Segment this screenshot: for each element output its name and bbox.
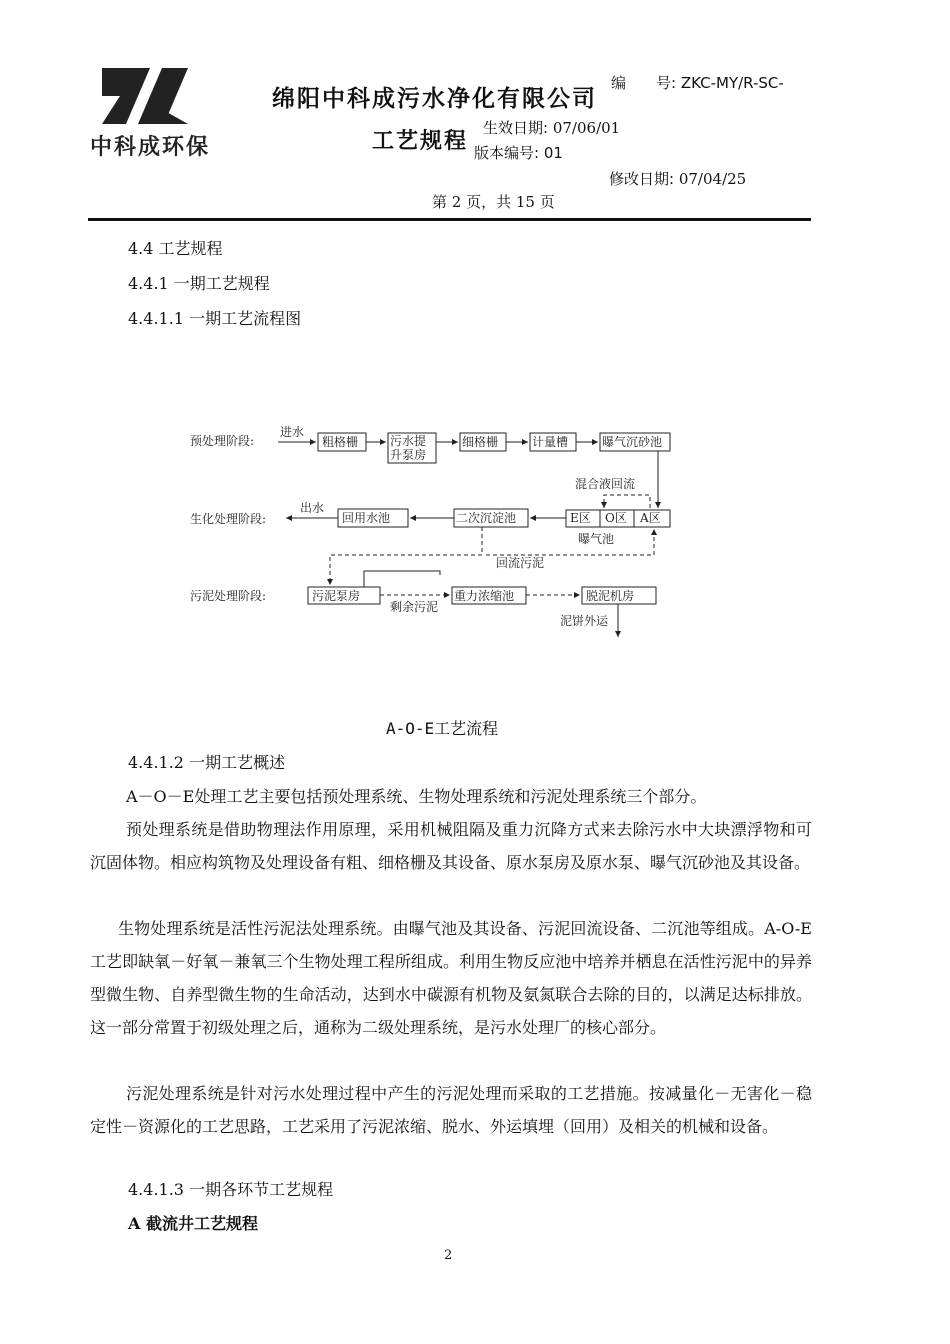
- company-logo: [98, 66, 194, 128]
- logo-text: 中科成环保: [90, 135, 211, 160]
- return-sludge-label: 回流污泥: [496, 556, 545, 570]
- paragraph-pretreatment: 预处理系统是借助物理法作用原理，采用机械阻隔及重力沉降方式来去除污水中大块漂浮物和可沉固体物。相应构筑物及处理设备有粗、细格栅及其设备、原水泵房及原水泵、曝气沉砂池及其设备。: [90, 820, 812, 872]
- meter-tank-label: 计量槽: [532, 435, 569, 449]
- doc-title: 工艺规程: [372, 128, 469, 154]
- paragraph-overview: A－O－E处理工艺主要包括预处理系统、生物处理系统和污泥处理系统三个部分。: [126, 787, 707, 806]
- effective-date: [483, 117, 620, 138]
- version-number: [474, 142, 563, 163]
- excess-sludge-label: 剩余污泥: [390, 600, 439, 614]
- coarse-screen-label: 粗格栅: [322, 435, 359, 449]
- version-value: 01: [543, 144, 563, 162]
- heading-section-a: A 截流井工艺规程: [128, 1214, 258, 1233]
- sludge-pump-label: 污泥泵房: [312, 589, 361, 603]
- page-info: 第 2 页，共 15 页: [432, 193, 555, 211]
- dewatering-label: 脱泥机房: [586, 589, 635, 603]
- fine-screen-label: 细格栅: [462, 435, 499, 449]
- doc-number: [611, 72, 784, 93]
- zone-a-label: A区: [640, 511, 661, 525]
- company-name: 绵阳中科成污水净化有限公司: [272, 85, 597, 112]
- doc-number-label: 编 号:: [611, 74, 677, 92]
- thickener-label: 重力浓缩池: [454, 589, 515, 603]
- mixed-return-label: 混合液回流: [575, 477, 636, 491]
- aeration-tank-label: 曝气池: [578, 532, 615, 546]
- heading-4-4-1-1: 4.4.1.1 一期工艺流程图: [128, 309, 302, 328]
- grit-chamber-label: 曝气沉砂池: [602, 435, 663, 449]
- pump-house-label-1: 污水提: [390, 434, 427, 448]
- stage-bio-label: 生化处理阶段:: [190, 512, 267, 526]
- zone-o-label: O区: [605, 511, 627, 525]
- effective-date-value: 07/06/01: [552, 119, 621, 137]
- heading-4-4-1-2: 4.4.1.2 一期工艺概述: [128, 753, 286, 772]
- stage-pre-label: 预处理阶段:: [190, 434, 255, 448]
- pump-house-label-2: 升泵房: [390, 448, 427, 462]
- heading-4-4: 4.4 工艺规程: [128, 239, 223, 258]
- revised-date-value: 07/04/25: [678, 170, 747, 188]
- process-flow-diagram: [180, 415, 700, 645]
- page-number: 2: [444, 1248, 453, 1263]
- cake-out-label: 泥饼外运: [560, 614, 609, 628]
- header-divider: [88, 218, 811, 221]
- paragraph-biological: 生物处理系统是活性污泥法处理系统。由曝气池及其设备、污泥回流设备、二沉池等组成。A-O-E工艺即缺氧－好氧－兼氧三个生物处理工程所组成。利用生物反应池中培养并栖息在活性污泥中的异养型微生物、自养型微生物的生命活动，达到水中碳源有机物及氨氮联合去除的目的，以满足达标排放。这一部分常置于初级处理之后，通称为二级处理系统，是污水处理厂的核心部分。: [90, 919, 812, 1037]
- secondary-clarifier-label: 二次沉淀池: [456, 511, 517, 525]
- zone-e-label: E区: [570, 511, 591, 525]
- paragraph-sludge: 污泥处理系统是针对污水处理过程中产生的污泥处理而采取的工艺措施。按减量化－无害化－稳定性－资源化的工艺思路，工艺采用了污泥浓缩、脱水、外运填埋（回用）及相关的机械和设备。: [90, 1084, 812, 1136]
- heading-4-4-1-3: 4.4.1.3 一期各环节工艺规程: [128, 1180, 334, 1199]
- stage-sludge-label: 污泥处理阶段:: [190, 589, 267, 603]
- revised-date-label: 修改日期:: [609, 170, 675, 188]
- version-label: 版本编号:: [474, 144, 540, 162]
- diagram-caption: A-O-E工艺流程: [386, 719, 499, 738]
- effective-date-label: 生效日期:: [483, 119, 549, 137]
- outflow-label: 出水: [300, 501, 325, 515]
- inflow-label: 进水: [280, 425, 305, 439]
- doc-number-value: ZKC-MY/R-SC-: [680, 74, 784, 92]
- reuse-pool-label: 回用水池: [342, 511, 391, 525]
- heading-4-4-1: 4.4.1 一期工艺规程: [128, 274, 270, 293]
- revised-date: [609, 168, 746, 189]
